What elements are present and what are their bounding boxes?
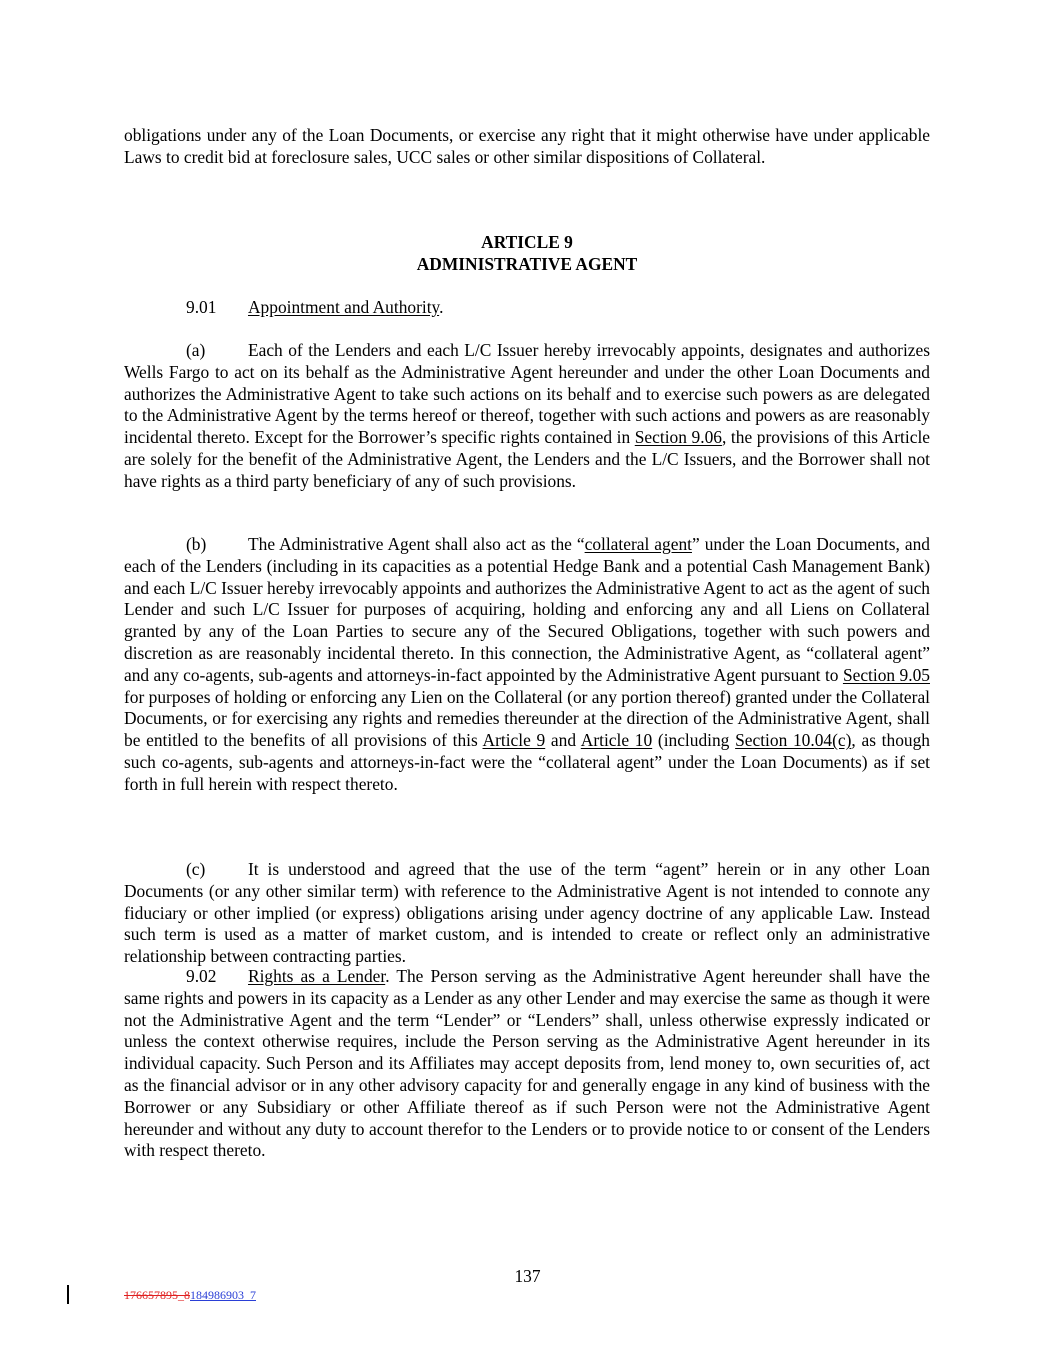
section-number: 9.01 [186,297,217,317]
intro-text: obligations under any of the Loan Documents, or exercise any right that it might otherwise have under applicable Laws to credit bid at foreclosure sales, UCC sales or other similar dispositions of Collateral. [124,125,930,167]
cross-reference: Section 9.05 [842,664,930,685]
paragraph-text: The Administrative Agent shall also act as the “ [248,534,585,554]
paragraph-text: for purposes of holding or enforcing any Lien on the Collateral (or any portion thereof) granted under the Collateral Documents, or for exercising any rights and remedies thereunder at the direction of the Administrative Agent, shall be entitled to the benefits of all provisions of this [124,686,930,751]
defined-term: collateral agent [584,534,692,554]
cross-reference: Section 10.04(c) [735,730,852,751]
heading-period: . [439,297,444,317]
cross-reference: Article 9 [482,730,546,751]
article-title: ADMINISTRATIVE AGENT [416,254,638,274]
section-title: Appointment and Authority [248,297,440,317]
document-id [124,1288,256,1302]
docid-deleted: 176657895_8 [124,1288,190,1302]
paragraph-text: (including [652,730,736,751]
cross-reference: Section 9.06 [634,427,722,448]
paragraph-text: . The Person serving as the Administrative Agent hereunder shall have the same rights and powers in its capacity as a Lender as any other Lender and may exercise the same as though it were not the Administrative Agent and the term “Lender” or “Lenders” shall, unless otherwise expressly indicated or unless the context otherwise requires, include the Person serving as the Administrative Agent hereunder in its individual capacity. Such Person and its Affiliates may accept deposits from, lend money to, own securities of, act as the financial advisor or in any other advisory capacity for and generally engage in any kind of business with the Borrower or any Subsidiary or other Affiliate thereof as if such Person were not the Administrative Agent hereunder and without any duty to account therefor to the Lenders or to provide notice to or consent of the Lenders with respect thereto. [124,966,931,1161]
paragraph-label: (c) [186,859,206,879]
paragraph-text: It is understood and agreed that the use of the term “agent” herein or in any other Loan Documents (or any other similar term) with reference to the Administrative Agent is not intended to connote any fiduciary or other implied (or express) obligations arising under agency doctrine of any applicable Law. Instead such term is used as a matter of market custom, and is intended to create or reflect only an administrative relationship between contracting parties. [124,859,930,967]
intro-paragraph [124,125,930,169]
paragraph-label: (a) [186,340,206,360]
cross-reference: Article 10 [580,730,653,751]
paragraph-text: ” under the Loan Documents, and each of the Lenders (including in its capacities as a potential Hedge Bank and a potential Cash Management Bank) and each L/C Issuer hereby irrevocably appoints and authorizes the Administrative Agent to act as the agent of such Lender and such L/C Issuer for purposes of acquiring, holding and enforcing any and all Liens on Collateral granted by any of the Loan Parties to secure any of the Secured Obligations, together with such powers and discretion as are reasonably incidental thereto. In this connection, the Administrative Agent, as “collateral agent” and any co-agents, sub-agents and attorneys-in-fact appointed by the Administrative Agent pursuant to [124,534,930,685]
section-9-02 [124,966,930,1162]
paragraph-text: , the provisions of this Article are solely for the benefit of the Administrative Agent, the Lenders and the L/C Issuers, and the Borrower shall not have rights as a third party beneficiary of any of such provisions. [124,427,930,491]
paragraph-text: , as though such co-agents, sub-agents and attorneys-in-fact were the “collateral agent” under the Loan Documents) as if set forth in full herein with respect thereto. [124,730,930,794]
page-number: 137 [514,1266,541,1286]
paragraph-text: and [545,730,581,751]
paragraph-c [124,859,930,968]
paragraph-b [124,534,930,796]
section-title: Rights as a Lender [248,966,386,986]
section-number: 9.02 [186,966,217,986]
article-number: ARTICLE 9 [481,232,573,252]
docid-inserted: 184986903_7 [190,1288,256,1302]
paragraph-a [124,340,930,493]
paragraph-text: Each of the Lenders and each L/C Issuer hereby irrevocably appoints, designates and authorizes Wells Fargo to act on its behalf as the Administrative Agent hereunder and under the other Loan Documents and authorizes the Administrative Agent to take such actions on its behalf and to exercise such powers as are delegated to the Administrative Agent by the terms hereof or thereof, together with such actions and powers as are reasonably incidental thereto. Except for the Borrower’s specific rights contained in [124,340,930,448]
change-bar [67,1285,69,1304]
section-9-01-heading [124,297,930,319]
paragraph-label: (b) [186,534,207,554]
